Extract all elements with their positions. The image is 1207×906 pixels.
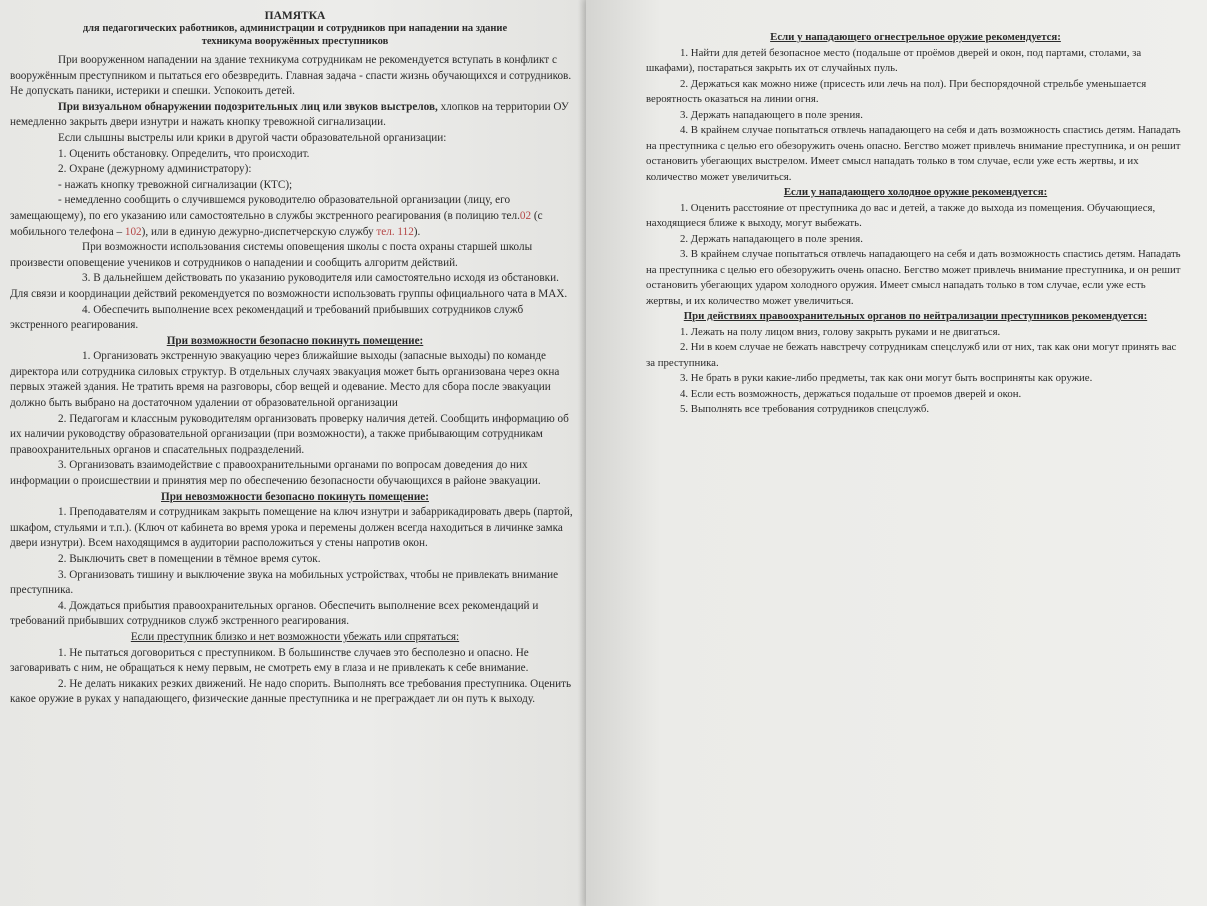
doc-subtitle-line-1: для педагогических работников, администрации и сотрудников при нападении на здание — [82, 23, 508, 34]
doc-subtitle-line-2: техникума вооружённых преступников — [201, 35, 389, 47]
list-item: 2. Держаться как можно ниже (присесть или лечь на пол). При беспорядочной стрельбе уменьшается вероятность оказаться на линии огня. — [646, 77, 1147, 105]
list-item: - нажать кнопку тревожной сигнализации (КТС); — [58, 178, 293, 191]
intro-paragraph: При вооруженном нападении на здание техникума сотрудникам не рекомендуется вступать в конфликт с вооружённым преступником и пытаться его обезвредить. Главная задача - спасти жизнь обучающихся и сотрудников. Не допускать паники, истерики и спешки. Успокоить детей. — [10, 54, 572, 98]
list-item: 3. Организовать тишину и выключение звука на мобильных устройствах, чтобы не привлекать внимание преступника. — [10, 568, 559, 597]
list-item: 4. Если есть возможность, держаться подальше от проемов дверей и окон. — [680, 387, 1022, 400]
visual-detection-paragraph — [10, 100, 580, 131]
text-run: ), или в единую дежурно-диспетчерскую службу — [141, 225, 377, 238]
doc-title: ПАМЯТКА — [264, 10, 326, 22]
phone-112: тел. 112 — [376, 225, 414, 238]
list-item: 1. Преподавателям и сотрудникам закрыть помещение на ключ изнутри и забаррикадировать дверь (партой, шкафом, стульями и т.п.). (Ключ от кабинета во время урока и перемены должен всегда находиться в личинке замка двери изнутри). Всем находящимся в аудитории расположиться у стены напротив окон. — [10, 506, 573, 550]
list-item: 1. Лежать на полу лицом вниз, голову закрыть руками и не двигаться. — [680, 325, 1001, 338]
phone-police-mobile: 102 — [124, 225, 142, 238]
text-run: (с мобильного телефона – — [10, 209, 543, 238]
list-item: 2. Ни в коем случае не бежать навстречу сотрудникам спецслужб или от них, так как они могут принять вас за преступника. — [646, 341, 1177, 369]
heading-criminal-close: Если преступник близко и нет возможности убежать или спрятаться: — [130, 630, 460, 643]
list-item: 3. В дальнейшем действовать по указанию руководителя или самостоятельно исходя из обстановки. Для связи и координации действий рекомендуется по возможности использовать группы официального чата в MAX. — [10, 272, 568, 300]
heading-police-actions: При действиях правоохранительных органов по нейтрализации преступников рекомендуется: — [683, 310, 1148, 322]
emergency-contacts-paragraph — [10, 193, 580, 240]
text-run: - немедленно сообщить о случившемся руководителю образовательной организации (лицу, его замещающему), по его указанию или самостоятельно в службы экстренного реагирования (в полицию тел. — [10, 194, 520, 222]
page-left — [0, 0, 600, 906]
list-item: 4. Обеспечить выполнение всех рекомендаций и требований прибывших сотрудников служб экстренного реагирования. — [10, 303, 524, 332]
heading-cold-weapon: Если у нападающего холодное оружие рекомендуется: — [783, 186, 1048, 198]
list-item: 4. В крайнем случае попытаться отвлечь нападающего на себя и дать возможность спастись детям. Нападать на преступника с целью его обезоружить очень опасно. Бегство может привлечь внимание преступника, и он решит остановить убегающих выстрелом. Имеет смысл нападать только в том случае, если уже есть жертвы, и их количество может увеличиться. — [646, 124, 1181, 183]
heading-firearm: Если у нападающего огнестрельное оружие рекомендуется: — [770, 31, 1061, 43]
list-item: 1. Не пытаться договориться с преступником. В большинстве случаев это бесполезно и опасно. Не заговаривать с ним, не обращаться к нему первым, не смотреть ему в глаза и не привлекать к себе внимание. — [10, 646, 529, 675]
shots-intro: Если слышны выстрелы или крики в другой части образовательной организации: — [58, 131, 447, 144]
list-item: 1. Оценить расстояние от преступника до вас и детей, а также до выхода из помещения. Обучающиеся, находящиеся ближе к выходу, могут выбежать. — [646, 201, 1156, 229]
text-run: ). — [413, 225, 421, 238]
heading-can-leave: При возможности безопасно покинуть помещение: — [166, 334, 424, 347]
list-item: 2. Выключить свет в помещении в тёмное время суток. — [58, 553, 321, 565]
list-item: 1. Найти для детей безопасное место (подальше от проёмов дверей и окон, под партами, столами, за шкафами), постараться закрыть их от случайных пуль. — [646, 46, 1142, 74]
list-item: 3. Не брать в руки какие-либо предметы, так как они могут быть восприняты как оружие. — [680, 372, 1093, 384]
page-right — [586, 0, 1207, 906]
list-item: 5. Выполнять все требования сотрудников спецслужб. — [680, 403, 930, 415]
list-item: 1. Оценить обстановку. Определить, что происходит. — [58, 147, 310, 160]
list-item: 4. Дождаться прибытия правоохранительных органов. Обеспечить выполнение всех рекомендаций и требований прибывших сотрудников служб экстренного реагирования. — [10, 599, 539, 628]
visual-detection-bold: При визуальном обнаружении подозрительных лиц или звуков выстрелов, — [58, 100, 438, 113]
list-item: 1. Организовать экстренную эвакуацию через ближайшие выходы (запасные выходы) по команде директора или сотрудника силовых структур. В отдельных случаях эвакуация может быть организована через окна первых этажей здания. Не тратить время на разговоры, сбор вещей и одевание. Место для сбора после эвакуации должно быть выбрано на достаточном удалении от образовательной организации — [10, 350, 560, 410]
list-item: 2. Держать нападающего в поле зрения. — [680, 232, 863, 245]
list-item: 3. Держать нападающего в поле зрения. — [680, 108, 863, 121]
list-item: 2. Охране (дежурному администратору): — [58, 163, 252, 176]
heading-cannot-leave: При невозможности безопасно покинуть помещение: — [161, 490, 429, 503]
list-item: 2. Не делать никаких резких движений. Не надо спорить. Выполнять все требования преступника. Оценить какое оружие в руках у нападающего, физические данные преступника и не преграждает ли он путь к выходу. — [10, 677, 572, 706]
doc-subtitle — [10, 23, 580, 48]
warning-system-paragraph: При возможности использования системы оповещения школы с поста охраны старшей школы произвести оповещение учеников и сотрудников о нападении и сообщить алгоритм действий. — [10, 241, 533, 269]
phone-police: 02 — [519, 209, 532, 222]
visual-detection-rest: хлопков на территории ОУ немедленно закрыть двери изнутри и нажать кнопку тревожной сигнализации. — [10, 100, 569, 129]
list-item: 3. Организовать взаимодействие с правоохранительными органами по вопросам доведения до них информации о происшествии и принятия мер по обеспечению безопасности обучающихся в районе эвакуации. — [10, 459, 541, 488]
list-item: 3. В крайнем случае попытаться отвлечь нападающего на себя и дать возможность спастись детям. Нападать на преступника с целью его обезоружить очень опасно. Бегство может привлечь внимание преступника, и он решит остановить убегающих ударом холодного оружия. Имеет смысл нападать только в том случае, если уже есть жертвы, и их количество может увеличиться. — [646, 248, 1181, 307]
list-item: 2. Педагогам и классным руководителям организовать проверку наличия детей. Сообщить информацию об их наличии руководству образовательной организации (при возможности), а также прибывающим сотрудникам правоохранительных органов и спасательных подразделений. — [10, 412, 569, 456]
